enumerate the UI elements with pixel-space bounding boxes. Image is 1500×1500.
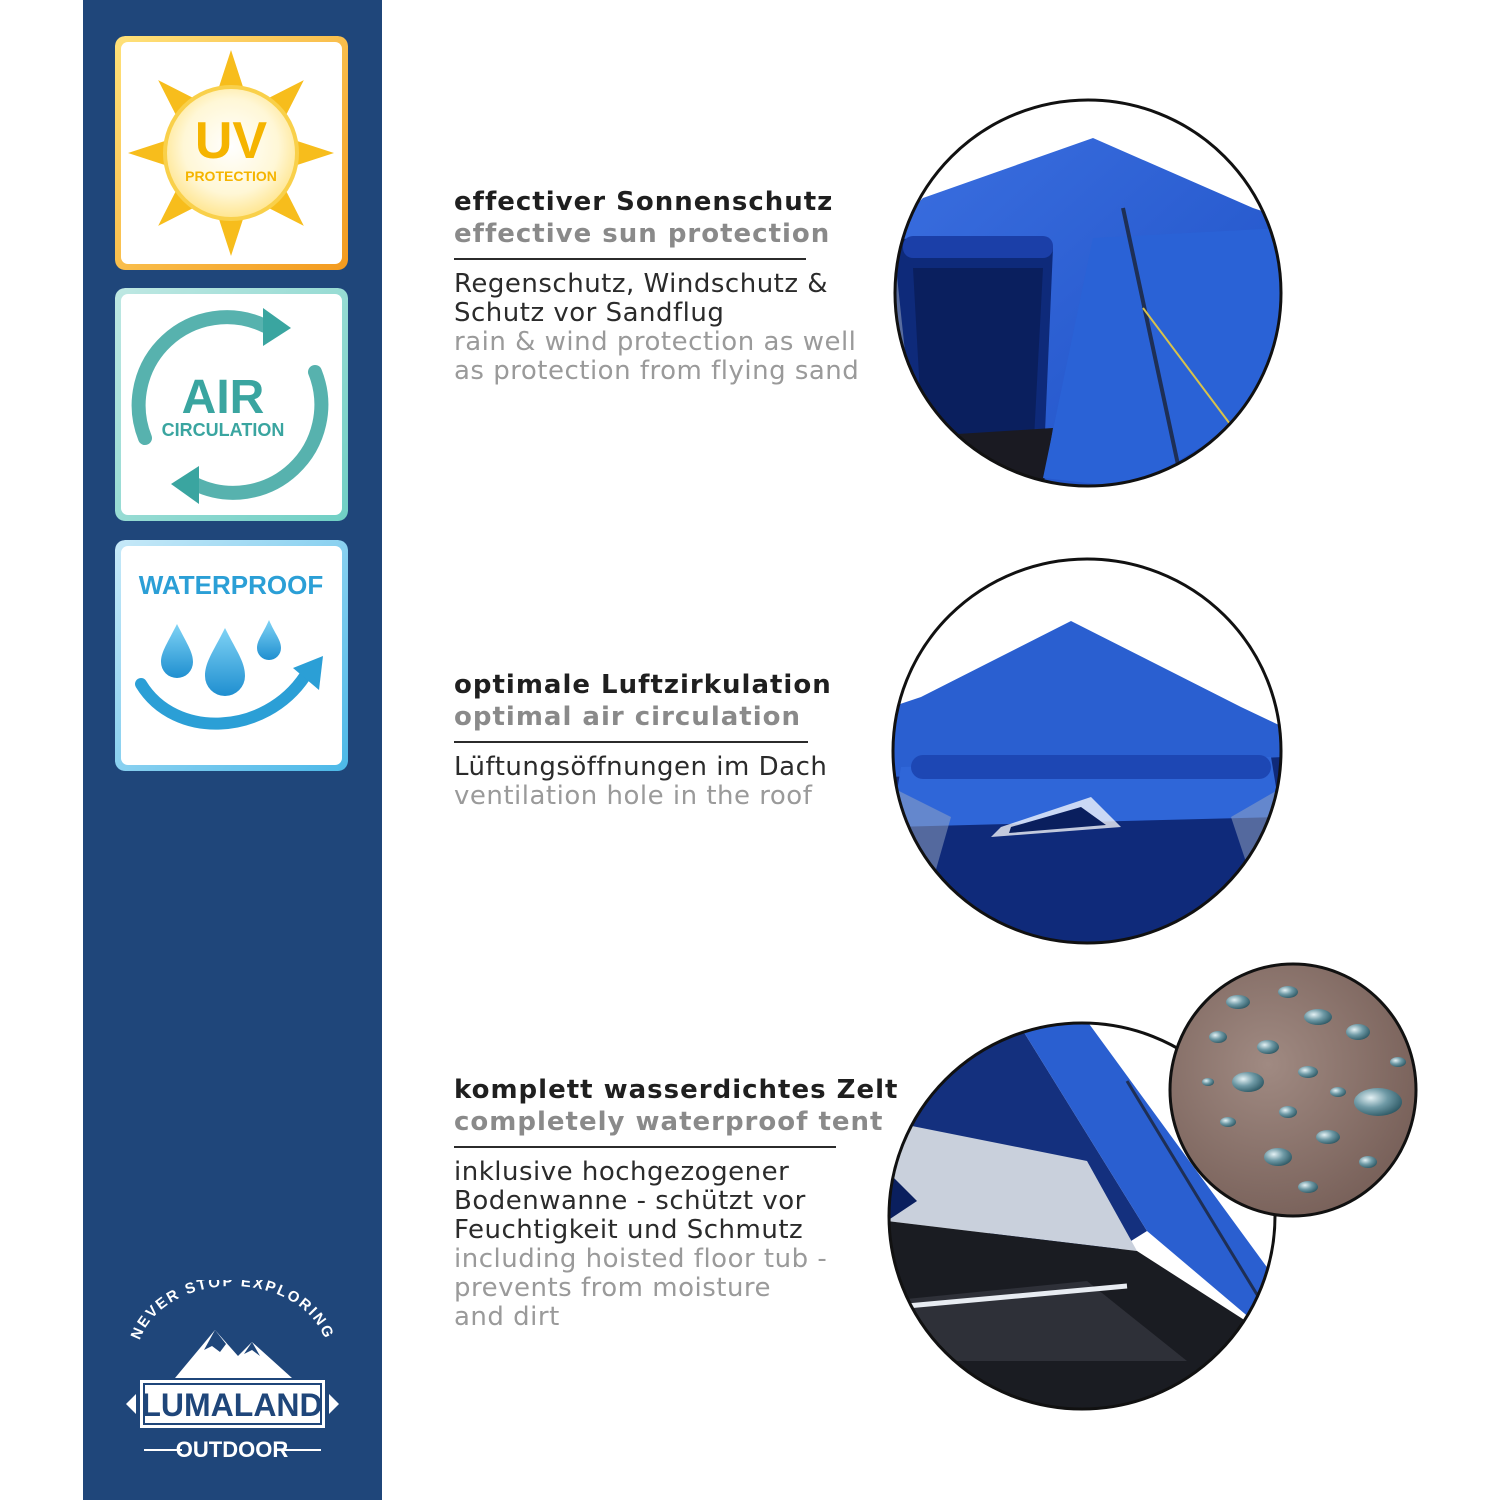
air-badge-big-text: AIR xyxy=(181,371,265,424)
feature-divider xyxy=(454,258,806,260)
air-circulation-badge xyxy=(115,288,348,521)
waterproof-badge xyxy=(115,540,348,771)
feature-title-en: completely waterproof tent xyxy=(454,1107,884,1137)
feature-desc-de-line: inklusive hochgezogener xyxy=(454,1157,790,1187)
feature-desc-de-line: Bodenwanne - schützt vor xyxy=(454,1186,806,1216)
feature-waterproof xyxy=(454,1074,898,1332)
feature-desc-en-line: including hoisted floor tub - xyxy=(454,1244,828,1274)
air-badge-small-text: CIRCULATION xyxy=(161,420,285,440)
feature-air-circulation xyxy=(454,669,832,811)
feature-divider xyxy=(454,1146,836,1148)
feature-desc-en-line: and dirt xyxy=(454,1302,560,1332)
feature-title-de: optimale Luftzirkulation xyxy=(454,670,832,700)
feature-desc-de-line: Lüftungsöffnungen im Dach xyxy=(454,752,828,782)
uv-badge-big-text: UV xyxy=(194,112,268,170)
logo-brand-text: LUMALAND xyxy=(141,1387,323,1423)
uv-protection-badge xyxy=(115,36,348,270)
tent-sunroof-photo xyxy=(893,98,1283,488)
feature-divider xyxy=(454,741,808,743)
feature-desc-de-line: Feuchtigkeit und Schmutz xyxy=(454,1215,804,1245)
feature-title-de: komplett wasserdichtes Zelt xyxy=(454,1075,899,1105)
tent-ventilation-photo xyxy=(891,557,1283,945)
feature-title-en: optimal air circulation xyxy=(454,702,801,732)
water-drops-photo xyxy=(1168,962,1418,1218)
feature-desc-en-line: as protection from flying sand xyxy=(454,356,860,386)
feature-title-en: effective sun protection xyxy=(454,219,831,249)
feature-desc-de-line: Regenschutz, Windschutz & xyxy=(454,269,829,299)
logo-arc-text: NEVER STOP EXPLORING xyxy=(127,1280,338,1342)
svg-text:NEVER STOP EXPLORING xyxy=(128,1280,338,1342)
feature-desc-en-line: prevents from moisture xyxy=(454,1273,772,1303)
feature-title-de: effectiver Sonnenschutz xyxy=(454,187,834,217)
uv-badge-small-text: PROTECTION xyxy=(185,168,277,184)
lumaland-logo xyxy=(120,1280,345,1470)
waterproof-badge-text: WATERPROOF xyxy=(138,570,324,600)
feature-desc-en-line: rain & wind protection as well xyxy=(454,327,857,357)
logo-sub-text: OUTDOOR xyxy=(175,1437,289,1462)
feature-sun-protection xyxy=(454,186,859,386)
mountain-icon xyxy=(175,1330,292,1378)
feature-desc-en-line: ventilation hole in the roof xyxy=(454,781,813,811)
feature-desc-de-line: Schutz vor Sandflug xyxy=(454,298,725,328)
